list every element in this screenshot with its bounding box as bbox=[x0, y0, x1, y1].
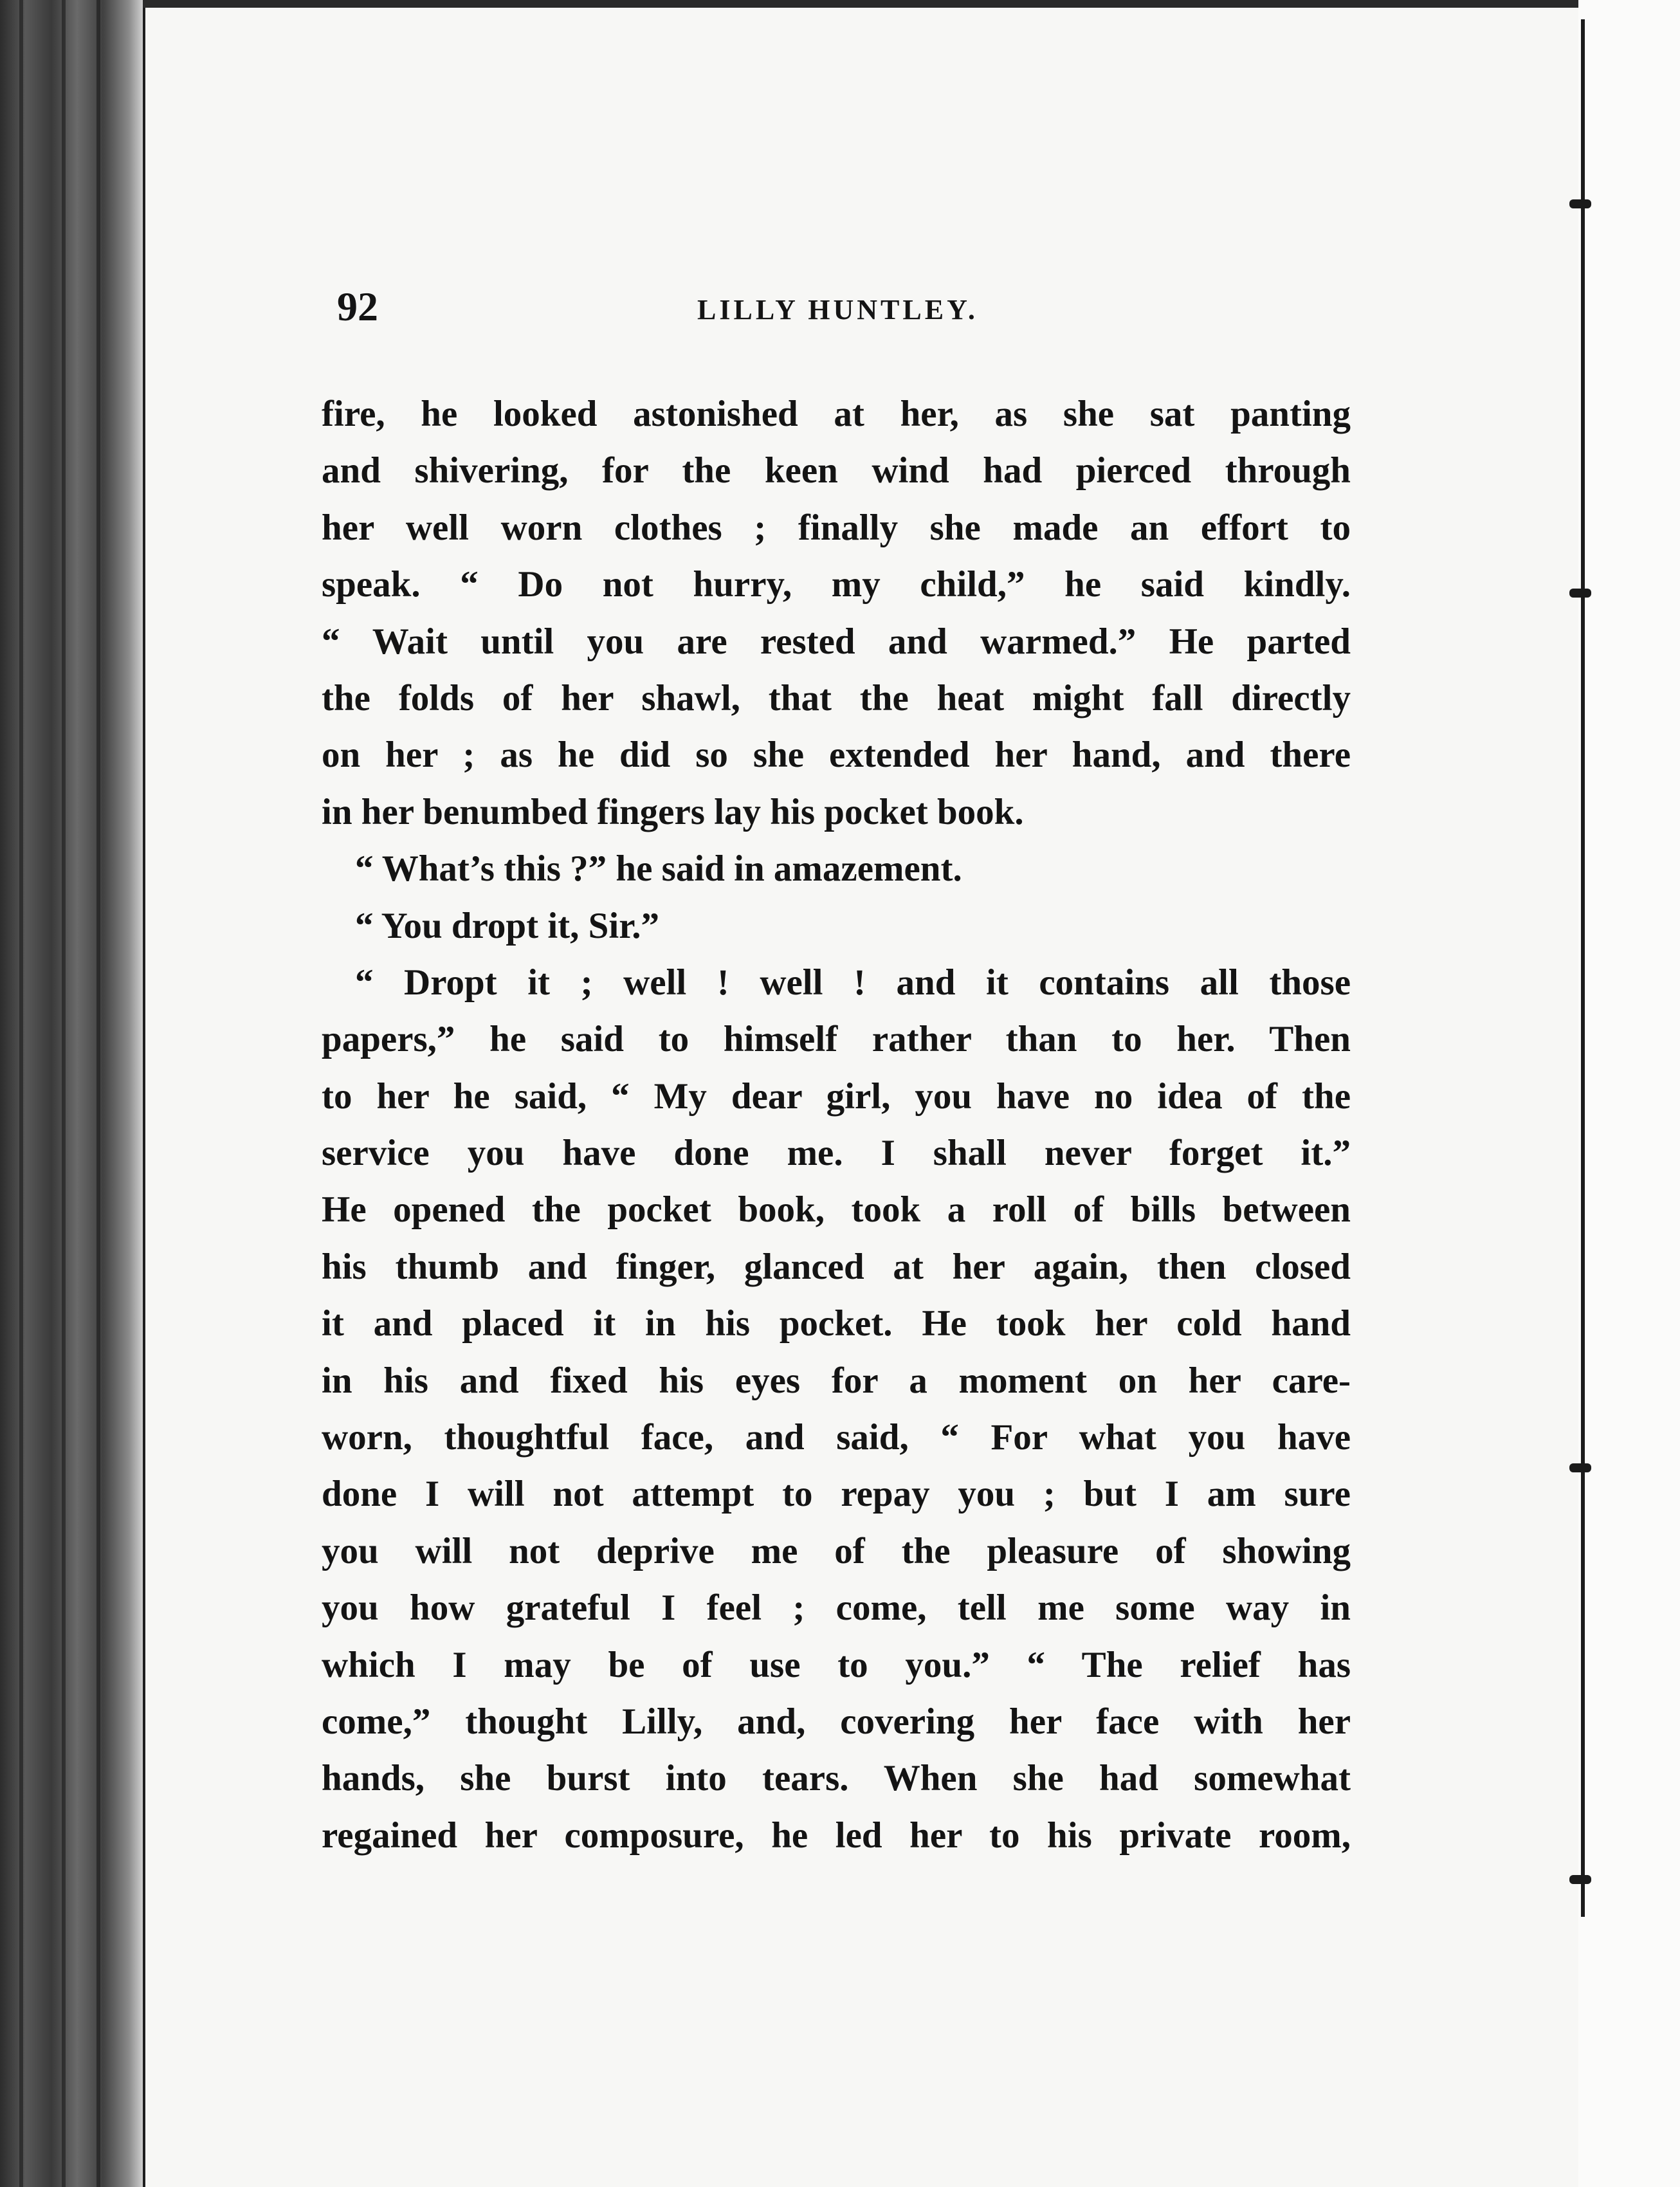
text-line: papers,” he said to himself rather than to her. Then bbox=[322, 1019, 1351, 1060]
text-line: you how grateful I feel ; come, tell me some way in bbox=[322, 1588, 1351, 1629]
running-title: LILLY HUNTLEY. bbox=[697, 294, 978, 325]
text-line: speak. “ Do not hurry, my child,” he said kindly. bbox=[322, 564, 1351, 605]
binding-mark bbox=[1569, 1463, 1591, 1472]
book-spine bbox=[0, 0, 143, 2187]
text-line: “ What’s this ?” he said in amazement. bbox=[355, 848, 962, 890]
page-top-edge bbox=[143, 0, 1578, 8]
text-line: on her ; as he did so she extended her hand, and there bbox=[322, 735, 1351, 776]
text-line: you will not deprive me of the pleasure of showing bbox=[322, 1530, 1351, 1571]
page-right-border bbox=[1581, 19, 1585, 1917]
body-text bbox=[322, 386, 1351, 1864]
text-line: regained her composure, he led her to his private room, bbox=[322, 1815, 1351, 1856]
text-line: in her benumbed fingers lay his pocket book. bbox=[322, 791, 1024, 832]
page-margin-right bbox=[1578, 0, 1680, 2187]
text-line: He opened the pocket book, took a roll of bills between bbox=[322, 1189, 1351, 1231]
spine-shadow bbox=[19, 0, 23, 2187]
text-line: her well worn clothes ; finally she made an effort to bbox=[322, 507, 1351, 548]
text-line: worn, thoughtful face, and said, “ For what you have bbox=[322, 1417, 1351, 1458]
text-line: which I may be of use to you.” “ The relief has bbox=[322, 1644, 1351, 1685]
text-line: “ Wait until you are rested and warmed.” He parted bbox=[322, 621, 1351, 662]
text-line: hands, she burst into tears. When she had somewhat bbox=[322, 1758, 1351, 1799]
page-header bbox=[337, 283, 1340, 347]
text-line: the folds of her shawl, that the heat might fall directly bbox=[322, 677, 1351, 718]
text-line: his thumb and finger, glanced at her again, then closed bbox=[322, 1246, 1351, 1287]
spine-shadow bbox=[62, 0, 66, 2187]
text-line: and shivering, for the keen wind had pierced through bbox=[322, 450, 1351, 491]
binding-mark bbox=[1569, 589, 1591, 598]
text-line: “ You dropt it, Sir.” bbox=[355, 905, 660, 946]
binding-mark bbox=[1569, 1875, 1591, 1884]
text-line: fire, he looked astonished at her, as she sat panting bbox=[322, 394, 1351, 434]
text-line: it and placed it in his pocket. He took her cold hand bbox=[322, 1303, 1351, 1344]
spine-shadow bbox=[96, 0, 100, 2187]
binding-mark bbox=[1569, 199, 1591, 208]
text-line: to her he said, “ My dear girl, you have no idea of the bbox=[322, 1075, 1351, 1117]
text-line: service you have done me. I shall never forget it.” bbox=[322, 1133, 1351, 1174]
text-line: in his and fixed his eyes for a moment on her care- bbox=[322, 1360, 1351, 1401]
text-line: “ Dropt it ; well ! well ! and it contains all those bbox=[355, 962, 1351, 1003]
text-line: come,” thought Lilly, and, covering her face with her bbox=[322, 1701, 1351, 1742]
page-number: 92 bbox=[337, 284, 378, 329]
text-line: done I will not attempt to repay you ; but I am sure bbox=[322, 1474, 1351, 1515]
